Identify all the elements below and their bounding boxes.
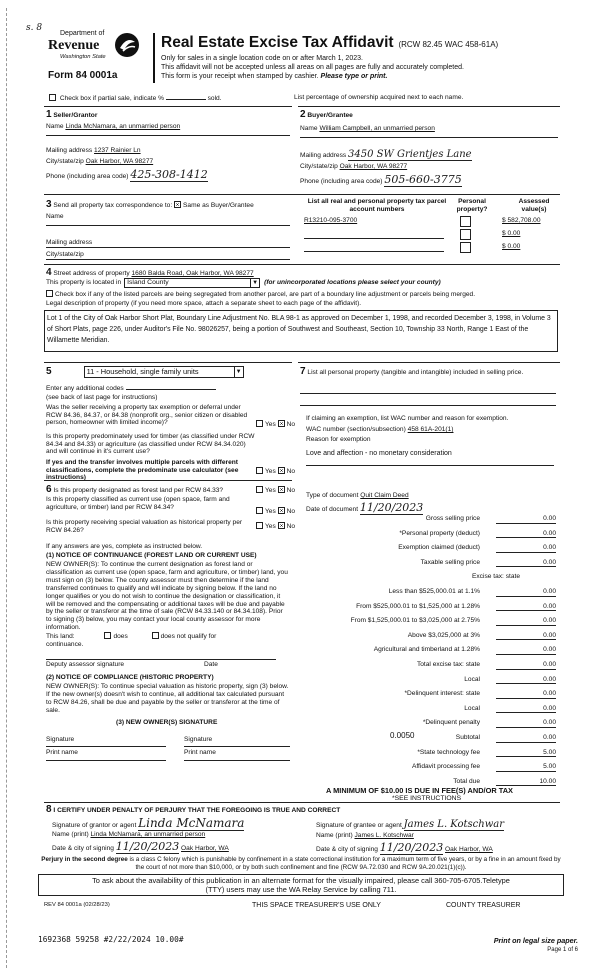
current-use-question: Is this property classified as current use (open space, farm and agriculture, or timber) land per RCW 84.34?: [46, 496, 230, 511]
historic-yes-checkbox[interactable]: [256, 522, 263, 529]
owner-print-name-label: Print name: [46, 749, 78, 756]
parcel-number-field[interactable]: R13210-095-3700: [304, 217, 358, 224]
buyer-name-label: Name: [300, 125, 318, 132]
notice1-text: NEW OWNER(S): To continue the current designation as forest land or classification as current use (open space, farm and agriculture, or timber) land, you must sign on (3) below. The county assessor must then determine if the land transferred continues to qualify and will indicate by signing below. If the land no longer qualifies or you do not wish to continue the designation or classification, it will be removed and the compensating or additional taxes will be due and payable by the seller or transferor at the time of sale (RCW 84.33.140 or 84.34.108). Prior to signing (3) below, you may contact your local county assessor for more information.: [46, 561, 288, 632]
calc-row: [300, 719, 560, 729]
q1-yes-checkbox[interactable]: [256, 420, 263, 427]
grantee-date-field[interactable]: 11/20/2023: [379, 841, 444, 854]
ownership-note: List percentage of ownership acquired next to each name.: [294, 94, 464, 101]
seller-city-label: City/state/zip: [46, 158, 84, 165]
legal-size-note: Print on legal size paper.: [493, 936, 578, 945]
calc-row-label: Total excise tax: state: [416, 661, 480, 668]
partial-sale-checkbox[interactable]: [49, 94, 56, 101]
segregated-note: Check box if any of the listed parcels are being segregated from another parcel, are part of a boundary line adjustment or parcels being merged.: [55, 291, 476, 298]
chevron-down-icon: ▼: [250, 279, 259, 287]
chevron-down-icon: ▼: [234, 367, 243, 377]
perjury-notice: [38, 856, 564, 871]
section-1-seller: [44, 106, 292, 206]
calc-row-value[interactable]: 0.00: [496, 719, 556, 728]
calc-row-label: From $1,525,000.01 to $3,025,000 at 2.75%: [350, 617, 480, 625]
wac-label: WAC number (section/subsection): [306, 426, 406, 433]
calc-row-value[interactable]: 0.00: [496, 690, 556, 699]
forest-yes-checkbox[interactable]: [256, 486, 263, 493]
header-line3-plain: This form is your receipt when stamped by cashier.: [161, 73, 319, 80]
header-line3-italic: Please type or print.: [320, 73, 388, 80]
calc-row-value[interactable]: 0.00: [496, 559, 556, 568]
perjury-bold: Perjury in the second degree: [41, 856, 128, 863]
grantee-city-field[interactable]: Oak Harbor, WA: [445, 846, 493, 853]
property-address-field[interactable]: 1680 Balda Road, Oak Harbor, WA 98277: [131, 270, 254, 277]
owner-print-name-label: Print name: [184, 749, 216, 756]
section-number: 6: [46, 484, 52, 495]
seller-phone-field[interactable]: 425-308-1412: [130, 168, 208, 181]
grantor-signature-label: Signature of grantor or agent: [52, 822, 137, 829]
accessibility-line1: To ask about the availability of this publication in an alternate format for the visually impaired, please call 360-705-6705.Teletype: [92, 876, 510, 885]
calc-row-label: *State technology fee: [417, 748, 480, 756]
calc-row: [300, 544, 560, 554]
calc-row-label: *Delinquent interest: state: [404, 690, 480, 698]
form-rcw: (RCW 82.45 WAC 458-61A): [398, 40, 499, 49]
partial-sale-label: Check box if partial sale, indicate %: [59, 95, 164, 102]
header-line3: [161, 73, 387, 81]
yes-label: Yes: [265, 523, 276, 530]
section-4-property: [44, 264, 560, 360]
calc-row-value[interactable]: 0.00: [496, 588, 556, 597]
section-2-buyer: [298, 106, 560, 206]
calc-row-label: Local: [464, 704, 480, 712]
scan-edge-line: [6, 8, 8, 968]
calc-row-value[interactable]: 0.00: [496, 617, 556, 626]
current-use-yes-checkbox[interactable]: [256, 507, 263, 514]
section-number: 5: [46, 366, 52, 378]
calc-row-label: Above $3,025,000 at 3%: [407, 631, 480, 639]
reason-label: Reason for exemption: [306, 436, 371, 443]
seller-name-field[interactable]: Linda McNamara, an unmarried person: [65, 123, 181, 130]
land-use-value: 11 - Household, single family units: [86, 366, 199, 376]
timber-question: Is this property predominately used for timber (as classified under RCW 84.34 and 84.33) or agriculture (as classified under RCW 84.34.020) and will continue in it's current use?: [46, 433, 255, 456]
calc-row: [300, 749, 560, 759]
owner-signature-label: Signature: [46, 736, 75, 743]
agency-line2: Revenue: [48, 38, 100, 53]
calc-row: [300, 661, 560, 671]
calc-row: [300, 530, 560, 540]
calc-row-label: *Delinquent penalty: [422, 719, 480, 727]
seller-mailing-field[interactable]: 1237 Rainier Ln: [94, 147, 141, 154]
q2-no-checkbox[interactable]: [278, 467, 285, 474]
notice2-text: NEW OWNER(S): To continue special valuation as historic property, sign (3) below. If the new owner(s) doesn't wish to continue, all additional tax calculated pursuant to RCW 84.26, shall be due and payable by the seller or transferor at the time of sale.: [46, 683, 289, 714]
no-label: No: [286, 487, 296, 494]
section-number: 4: [46, 267, 52, 278]
section7-heading: List all personal property (tangible and intangible) included in selling price.: [307, 369, 524, 376]
section-6-forest: [44, 480, 296, 798]
land-use-select[interactable]: [84, 366, 244, 378]
buyer-heading: Buyer/Grantee: [307, 112, 353, 119]
deputy-date-label: Date: [204, 661, 218, 668]
calc-row-label: Less than $525,000.01 at 1.1%: [388, 588, 480, 595]
agency-line3: Washington State: [60, 54, 106, 60]
legal-description-text: Lot 1 of the City of Oak Harbor Short Plat, Boundary Line Adjustment No. BLA 98-1 as approved on December 1, 1998, and recorded December 3, 1998, in Volume 3 of Short Plats, page 226, under Auditor's File No. 98026257, being a portion of Southwest and Southeast, Section 10, Township 33 North, Range 1 East of the Willamette Meridian.: [47, 315, 551, 345]
parcel-column-header: List all real and personal property tax parcel account numbers: [307, 198, 447, 213]
doc-date-field[interactable]: 11/20/2023: [359, 501, 424, 514]
forest-question: Is this property designated as forest land per RCW 84.33?: [53, 487, 224, 494]
yes-label: Yes: [265, 468, 276, 475]
forest-no-checkbox[interactable]: [278, 486, 285, 493]
buyer-mailing-label: Mailing address: [300, 152, 347, 159]
does-qualify-checkbox[interactable]: [104, 632, 111, 639]
current-use-no-checkbox[interactable]: [278, 507, 285, 514]
personal-column-header: Personal property?: [456, 198, 488, 213]
calc-row: [300, 676, 560, 686]
form-title: Real Estate Excise Tax Affidavit: [161, 34, 394, 51]
assessed-value-field[interactable]: $ 0.00: [502, 230, 521, 237]
doc-date-label: Date of document: [306, 506, 359, 513]
recording-stamp: 1692368 59258 #2/22/2024 10.00#: [38, 935, 184, 944]
buyer-name-line-2: [300, 137, 558, 138]
calc-row-label: Taxable selling price: [420, 558, 480, 566]
s3-name-line[interactable]: [46, 225, 290, 226]
owner-print-name-line[interactable]: [184, 760, 290, 761]
calc-row: [300, 646, 560, 656]
calc-row: [300, 763, 560, 773]
grantor-date-label: Date & city of signing: [52, 845, 114, 852]
calc-row: [300, 632, 560, 642]
treasurer-use-label: THIS SPACE TREASURER'S USE ONLY: [252, 902, 381, 909]
exemption-note: If claiming an exemption, list WAC number and reason for exemption.: [306, 415, 509, 422]
calc-row: [300, 617, 560, 627]
buyer-name-field[interactable]: William Campbell, an unmarried person: [319, 125, 435, 132]
this-land-label: This land:: [46, 633, 75, 640]
calc-row-value[interactable]: 0.00: [496, 530, 556, 539]
same-as-buyer-label: Same as Buyer/Grantee: [183, 202, 254, 209]
yes-label: Yes: [265, 421, 276, 428]
legal-description-field[interactable]: [44, 310, 558, 352]
if-yes-note: If any answers are yes, complete as instructed below.: [46, 543, 203, 550]
partial-sale-row: [49, 94, 222, 103]
section-8-certification: [44, 802, 560, 854]
seller-mailing-label: Mailing address: [46, 147, 93, 154]
seller-phone-label: Phone (including area code): [46, 173, 129, 180]
yes-label: Yes: [265, 487, 276, 494]
calc-row-label: Local: [464, 675, 480, 683]
no-label: No: [286, 523, 296, 530]
form-title-row: [161, 34, 498, 52]
buyer-phone-label: Phone (including area code): [300, 178, 383, 185]
owner-signature-line[interactable]: [184, 746, 290, 747]
section-number: 3: [46, 199, 52, 210]
no-label: No: [286, 508, 296, 515]
form-number: Form 84 0001a: [48, 70, 118, 81]
page-number: Page 1 of 6: [547, 947, 578, 953]
calc-row-label: Gross selling price: [425, 515, 480, 522]
calc-row-label: Subtotal: [455, 734, 480, 741]
assessed-column-header: Assessed value(s): [518, 198, 550, 213]
grantor-name-field[interactable]: Linda McNamara, an unmarried person: [90, 831, 206, 838]
grantee-name-field[interactable]: James L. Kotschwar: [354, 832, 414, 839]
county-value: Island County: [127, 279, 169, 287]
section-number: 7: [300, 366, 306, 377]
header-line1: Only for sales in a single location code on or after March 1, 2023.: [161, 55, 363, 62]
calc-row-label: Affidavit processing fee: [411, 763, 480, 771]
calc-row-value[interactable]: 0.00: [496, 603, 556, 612]
calc-row: [300, 573, 560, 583]
unincorporated-note: (for unincorporated locations please select your county): [264, 279, 441, 287]
s3-name-label: Name: [46, 213, 64, 220]
partial-sale-suffix: sold.: [207, 95, 222, 102]
seller-name-label: Name: [46, 123, 64, 130]
deputy-signature-label: Deputy assessor signature: [46, 661, 125, 668]
partial-sale-percent-field[interactable]: [166, 99, 206, 100]
grantee-signature-label: Signature of grantee or agent: [316, 822, 402, 829]
perjury-text: is a class C felony which is punishable by confinement in a state correctional institution for a maximum term of five years, or by a fine in an amount fixed by the court of not more than $10,000, or by both such confinement and fine (RCW 9A.72.030 and RCW 9A.20.021(1)(c)).: [127, 856, 561, 871]
parcel-row: [304, 243, 560, 253]
new-owner-signature-title: (3) NEW OWNER(S) SIGNATURE: [116, 719, 218, 726]
located-in-label: This property is located in: [46, 279, 122, 287]
personal-property-checkbox[interactable]: [460, 216, 471, 227]
notice2-title: (2) NOTICE OF COMPLIANCE (HISTORIC PROPERTY): [46, 674, 214, 681]
q1-no-checkbox[interactable]: [278, 420, 285, 427]
calc-row-label: Excise tax: state: [471, 573, 520, 581]
local-rate: 0.0050: [390, 731, 415, 740]
calc-row: [300, 515, 560, 525]
calc-row-value[interactable]: 0.00: [496, 734, 556, 743]
grantee-name-label: Name (print): [316, 832, 353, 839]
parcel-number-field[interactable]: [304, 243, 444, 252]
does-not-label: does not qualify for: [160, 633, 217, 640]
parcel-number-field[interactable]: [304, 230, 444, 239]
accessibility-line2: (TTY) users may use the WA Relay Service by calling 711.: [205, 885, 397, 895]
assessed-value-field[interactable]: $ 582,708.00: [502, 217, 541, 224]
section4-heading: Street address of property: [53, 270, 130, 277]
section-number: 2: [300, 109, 306, 120]
section-number: 8: [46, 804, 52, 815]
certify-statement: I CERTIFY UNDER PENALTY OF PERJURY THAT THE FOREGOING IS TRUE AND CORRECT: [53, 807, 341, 814]
agency-logo-block: [46, 28, 146, 74]
does-label: does: [113, 633, 128, 640]
calc-row: [300, 603, 560, 613]
timber-calc-note: If yes and the transfer involves multiple parcels with different classifications, complete the predominate use calculator (see instructions): [46, 459, 239, 482]
header-line2: This affidavit will not be accepted unless all areas on all pages are fully and accurately completed.: [161, 64, 464, 71]
agency-line1: Department of: [60, 30, 105, 37]
buyer-phone-field[interactable]: 505-660-3775: [384, 173, 462, 186]
parcel-row: [304, 217, 560, 227]
grantee-date-label: Date & city of signing: [316, 846, 378, 853]
doc-type-label: Type of document: [306, 492, 359, 499]
calc-row-value[interactable]: 0.00: [496, 646, 556, 655]
minimum-note: A MINIMUM OF $10.00 IS DUE IN FEE(S) AND/OR TAX: [326, 786, 513, 795]
personal-property-line[interactable]: [300, 393, 556, 394]
calc-row-value[interactable]: 5.00: [496, 763, 556, 772]
additional-codes-field[interactable]: [126, 389, 216, 390]
grantor-city-field[interactable]: Oak Harbor, WA: [181, 845, 229, 852]
calc-row-label: From $525,000.01 to $1,525,000 at 1.28%: [356, 602, 480, 610]
calc-row: [300, 588, 560, 598]
calc-row-label: Total due: [453, 777, 480, 785]
personal-property-checkbox[interactable]: [460, 229, 471, 240]
q2-yes-checkbox[interactable]: [256, 467, 263, 474]
personal-property-checkbox[interactable]: [460, 242, 471, 253]
grantee-signature-field[interactable]: James L. Kotschwar: [403, 819, 505, 830]
buyer-city-label: City/state/zip: [300, 163, 338, 170]
s3-city-label: City/state/zip: [46, 251, 84, 258]
county-treasurer-label: COUNTY TREASURER: [446, 902, 521, 909]
parcel-row: [304, 230, 560, 240]
calc-row: [300, 690, 560, 700]
historic-question: Is this property receiving special valuation as historical property per RCW 84.26?: [46, 519, 243, 534]
same-as-buyer-checkbox[interactable]: [174, 201, 181, 208]
calc-row: [300, 734, 560, 744]
s3-mailing-label: Mailing address: [46, 239, 93, 246]
owner-print-name-line[interactable]: [46, 760, 166, 761]
exemption-question: Was the seller receiving a property tax exemption or deferral under RCW 84.36, 84.37, or 84.38 (nonprofit org., senior citizen or disabled person, homeowner with limited income)?: [46, 404, 248, 427]
grantor-signature-field[interactable]: Linda McNamara: [138, 816, 245, 830]
no-label: No: [286, 468, 296, 475]
seller-heading: Seller/Grantor: [53, 112, 98, 119]
calc-row-value[interactable]: 0.00: [496, 632, 556, 641]
grantor-date-field[interactable]: 11/20/2023: [115, 840, 180, 853]
buyer-mailing-field[interactable]: 3450 SW Grientjes Lane: [348, 149, 472, 160]
seller-name-line-2: [46, 135, 290, 136]
legal-description-label: Legal description of property (if you need more space, attach a separate sheet to each page of the affidavit).: [46, 300, 362, 307]
calc-row: [300, 705, 560, 715]
section-number: 1: [46, 109, 52, 120]
section3-heading: Send all property tax correspondence to:: [53, 202, 173, 209]
wac-field[interactable]: 458 61A-201(1): [407, 426, 454, 433]
see-back-note: (see back of last page for instructions): [46, 394, 158, 401]
assessed-value-field[interactable]: $ 0.00: [502, 243, 521, 250]
additional-codes-label: Enter any additional codes: [46, 385, 124, 392]
notice1-title: (1) NOTICE OF CONTINUANCE (FOREST LAND OR CURRENT USE): [46, 552, 257, 559]
owner-signature-label: Signature: [184, 736, 213, 743]
seller-city-field[interactable]: Oak Harbor, WA 98277: [85, 158, 154, 165]
grantor-name-label: Name (print): [52, 831, 89, 838]
reason-field[interactable]: Love and affection - no monetary consideration: [306, 450, 452, 457]
calc-row-label: *Personal property (deduct): [399, 529, 480, 537]
rev-number: REV 84 0001a (02/28/23): [44, 902, 110, 908]
corner-mark: s. 8: [26, 23, 43, 33]
calc-row-label: Agricultural and timberland at 1.28%: [373, 646, 480, 654]
calc-row-value[interactable]: 5.00: [496, 749, 556, 758]
owner-signature-line[interactable]: [46, 746, 166, 747]
accessibility-box: [38, 874, 564, 896]
calc-row-value[interactable]: 0.00: [496, 661, 556, 670]
doc-type-field[interactable]: Quit Claim Deed: [360, 492, 409, 499]
yes-label: Yes: [265, 508, 276, 515]
header-divider: [153, 33, 155, 83]
county-select[interactable]: [124, 278, 260, 288]
calc-row: [300, 559, 560, 569]
section-7-personal-property: [298, 362, 560, 512]
segregated-checkbox[interactable]: [46, 290, 53, 297]
calc-row-value[interactable]: 0.00: [496, 515, 556, 524]
personal-property-line[interactable]: [300, 405, 556, 406]
calc-row-value[interactable]: 0.00: [496, 544, 556, 553]
buyer-city-field[interactable]: Oak Harbor, WA 98277: [339, 163, 408, 170]
calc-row-label: Exemption claimed (deduct): [398, 544, 480, 552]
historic-no-checkbox[interactable]: [278, 522, 285, 529]
revenue-logo-icon: [114, 32, 140, 58]
calc-row-value[interactable]: 10.00: [496, 778, 556, 787]
continuance-label: continuance.: [46, 641, 84, 648]
calc-row-value[interactable]: 0.00: [496, 676, 556, 685]
does-not-qualify-checkbox[interactable]: [152, 632, 159, 639]
calc-row-value[interactable]: 0.00: [496, 705, 556, 714]
see-instructions-note: *SEE INSTRUCTIONS: [392, 795, 462, 802]
no-label: No: [286, 421, 296, 428]
section-3-correspondence: [44, 194, 560, 260]
